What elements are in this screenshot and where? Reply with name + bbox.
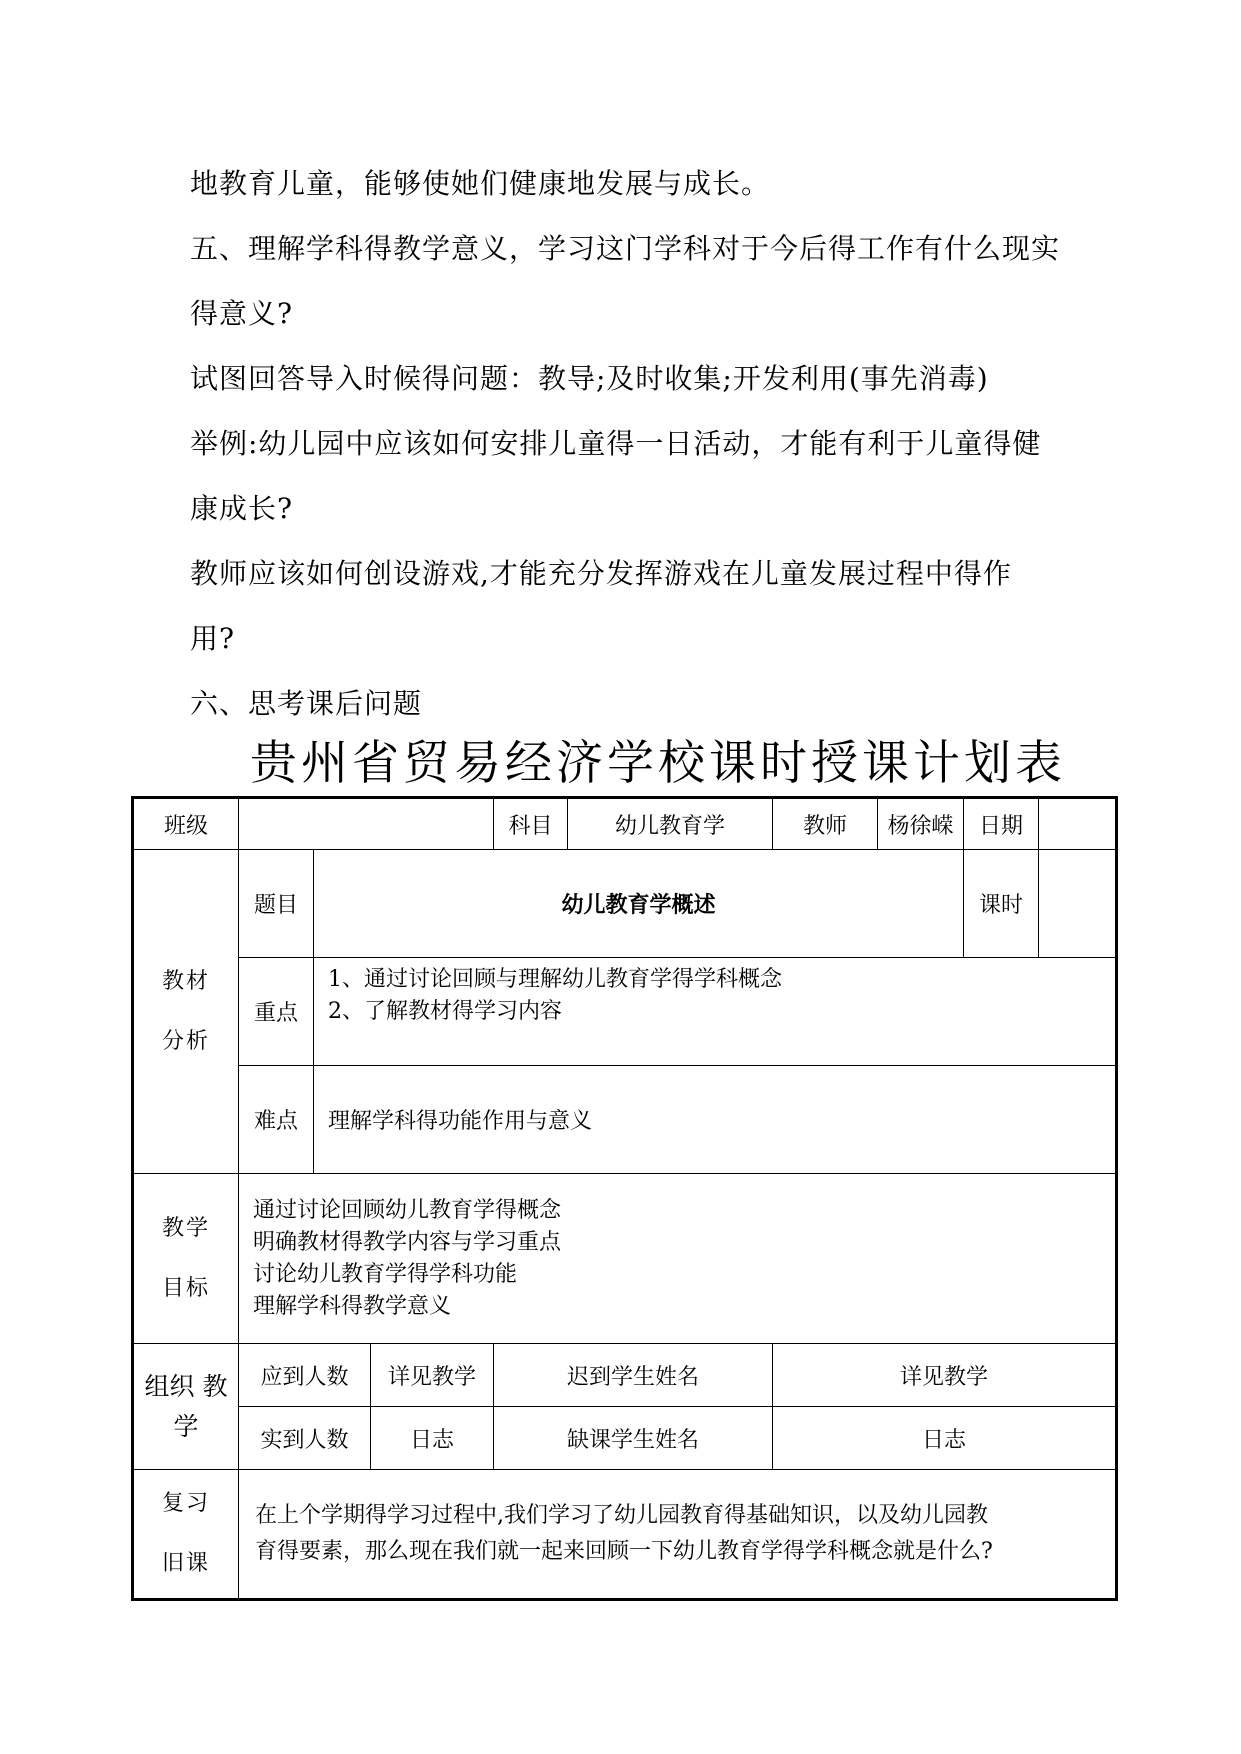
expected-count-label: 应到人数	[239, 1344, 371, 1407]
material-analysis-label-line2: 分析	[161, 1028, 210, 1054]
period-label: 课时	[964, 850, 1039, 958]
actual-count-value: 日志	[371, 1407, 494, 1470]
teacher-label: 教师	[773, 798, 878, 850]
paragraph-4: 试图回答导入时候得问题：教导;及时收集;开发利用(事先消毒)	[190, 362, 989, 395]
difficulty-value: 理解学科得功能作用与意义	[314, 1066, 1117, 1174]
paragraph-1: 地教育儿童，能够使她们健康地发展与成长。	[190, 167, 771, 200]
teaching-goals-row	[133, 1174, 1117, 1344]
paragraph-3: 得意义?	[190, 297, 294, 330]
paragraph-8: 用?	[190, 622, 236, 655]
review-text-line2: 育得要素，那么现在我们就一起来回顾一下幼儿教育学得学科概念就是什么?	[255, 1539, 993, 1564]
teaching-goals-list	[239, 1174, 1117, 1344]
late-students-value: 详见教学	[773, 1344, 1117, 1407]
header-row	[133, 798, 1117, 850]
review-label-line2: 旧课	[161, 1551, 210, 1576]
paragraph-2: 五、理解学科得教学意义，学习这门学科对于今后得工作有什么现实	[190, 232, 1061, 265]
absent-students-value: 日志	[773, 1407, 1117, 1470]
key-point: 2、了解教材得学习内容	[328, 999, 562, 1024]
teaching-goal-item: 讨论幼儿教育学得学科功能	[253, 1261, 518, 1287]
expected-count-value: 详见教学	[371, 1344, 494, 1407]
difficulty-label: 难点	[239, 1066, 314, 1174]
teaching-goal-item: 明确教材得教学内容与学习重点	[253, 1229, 562, 1255]
organization-label-line1: 组织 教	[144, 1371, 228, 1401]
review-row	[133, 1470, 1117, 1600]
teaching-goal-item: 理解学科得教学意义	[253, 1293, 452, 1319]
teaching-goals-label	[133, 1174, 239, 1344]
review-label-line1: 复习	[161, 1491, 210, 1516]
material-analysis-label	[133, 850, 239, 1174]
paragraph-7: 教师应该如何创设游戏,才能充分发挥游戏在儿童发展过程中得作	[190, 557, 1012, 590]
difficulty-row	[133, 1066, 1117, 1174]
date-value	[1039, 798, 1117, 850]
teaching-goal-item: 通过讨论回顾幼儿教育学得概念	[253, 1197, 562, 1223]
subject-label: 科目	[494, 798, 568, 850]
teaching-goals-label-line2: 目标	[161, 1275, 210, 1301]
actual-count-label: 实到人数	[239, 1407, 371, 1470]
attendance-row-1	[133, 1344, 1117, 1407]
review-label	[133, 1470, 239, 1600]
form-title: 贵州省贸易经济学校课时授课计划表	[250, 736, 1035, 798]
key-points-label: 重点	[239, 958, 314, 1066]
subject-value: 幼儿教育学	[568, 798, 773, 850]
attendance-row-2	[133, 1407, 1117, 1470]
absent-students-label: 缺课学生姓名	[494, 1407, 773, 1470]
key-points	[314, 958, 1117, 1066]
organization-label	[133, 1344, 239, 1470]
topic-row	[133, 850, 1117, 958]
lesson-plan-table	[131, 796, 1118, 1601]
teaching-goals-label-line1: 教学	[161, 1215, 210, 1241]
class-value	[239, 798, 494, 850]
topic-value: 幼儿教育学概述	[314, 850, 964, 958]
paragraph-5: 举例:幼儿园中应该如何安排儿童得一日活动，才能有利于儿童得健	[190, 427, 1042, 460]
teacher-value: 杨徐嵘	[878, 798, 964, 850]
key-point: 1、通过讨论回顾与理解幼儿教育学得学科概念	[328, 967, 782, 992]
review-text-line1: 在上个学期得学习过程中,我们学习了幼儿园教育得基础知识，以及幼儿园教	[255, 1503, 988, 1528]
organization-label-line2: 学	[173, 1411, 199, 1441]
paragraph-6: 康成长?	[190, 492, 294, 525]
late-students-label: 迟到学生姓名	[494, 1344, 773, 1407]
key-points-row	[133, 958, 1117, 1066]
material-analysis-label-line1: 教材	[161, 968, 210, 994]
class-label: 班级	[133, 798, 239, 850]
topic-label: 题目	[239, 850, 314, 958]
date-label: 日期	[964, 798, 1039, 850]
period-value	[1039, 850, 1117, 958]
paragraph-9: 六、思考课后问题	[190, 687, 423, 720]
review-text	[239, 1470, 1117, 1600]
